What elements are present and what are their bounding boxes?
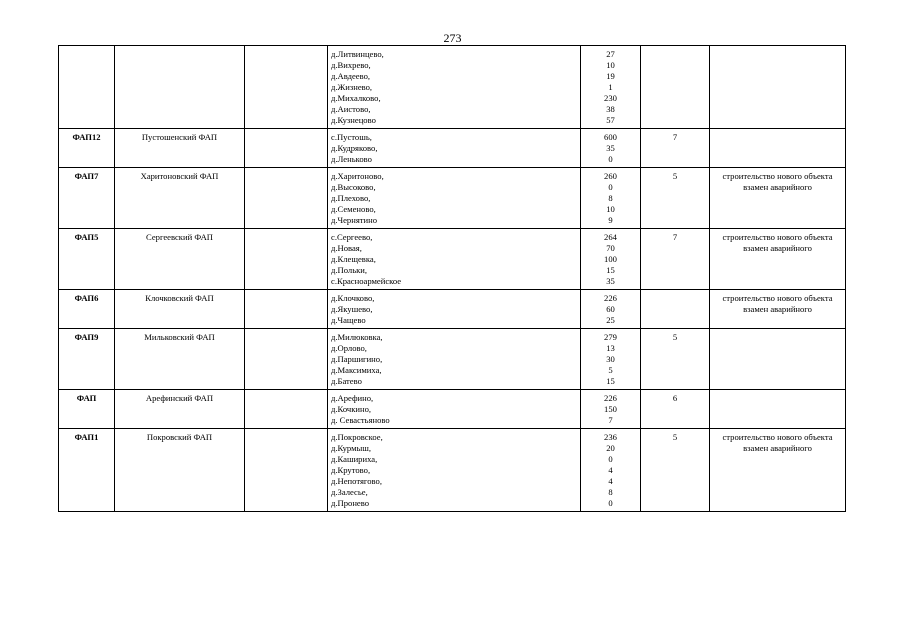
population-value: 5 [608,365,613,375]
facility-name-cell: Сергеевский ФАП [115,229,245,290]
facility-code-cell: ФАП12 [59,129,115,168]
population-value: 8 [608,487,613,497]
facility-name-cell: Пустошенский ФАП [115,129,245,168]
village-name: с.Пустошь, [331,132,372,142]
facility-code-cell: ФАП5 [59,229,115,290]
population-value: 27 [606,49,615,59]
note-cell [710,429,846,512]
population-value: 70 [606,243,615,253]
population-value: 236 [604,432,617,442]
facility-code-cell: ФАП [59,390,115,429]
population-value: 0 [608,182,613,192]
population-cell [581,129,641,168]
villages-cell [328,429,581,512]
village-name: д.Пронево [331,498,370,508]
village-name: д.Залесье, [331,487,368,497]
page-number: 273 [443,31,462,45]
villages-cell [328,229,581,290]
table-body [59,46,846,512]
village-name: с.Сергеево, [331,232,373,242]
village-name: д.Михалково, [331,93,381,103]
empty-cell [245,168,328,229]
population-cell [581,290,641,329]
note-cell [710,129,846,168]
population-value: 7 [608,415,613,425]
village-name: д.Крутово, [331,465,371,475]
population-cell [581,329,641,390]
villages-cell [328,390,581,429]
population-value: 0 [608,454,613,464]
facilities-table [58,45,846,512]
note-cell [710,229,846,290]
village-name: д.Максимиха, [331,365,382,375]
note-cell [710,168,846,229]
villages-cell [328,46,581,129]
population-value: 15 [606,376,615,386]
village-name: д.Арефино, [331,393,374,403]
note-cell [710,329,846,390]
facility-name-cell: Арефинский ФАП [115,390,245,429]
village-name: д.Аистово, [331,104,371,114]
facility-code-cell: ФАП6 [59,290,115,329]
village-name: д. Севастьяново [331,415,390,425]
village-name: д.Новая, [331,243,362,253]
note-text: строительство нового объекта взамен аварийного [722,432,833,453]
village-name: д.Курмыш, [331,443,372,453]
village-name: д.Польки, [331,265,368,275]
population-cell [581,168,641,229]
table-row [59,429,846,512]
population-value: 15 [606,265,615,275]
facility-code-cell [59,46,115,129]
village-name: д.Плехово, [331,193,371,203]
empty-cell [245,329,328,390]
village-name: д.Авдеево, [331,71,371,81]
population-value: 226 [604,393,617,403]
number-cell [641,46,710,129]
population-value: 4 [608,476,613,486]
village-name: д.Покровское, [331,432,383,442]
note-cell [710,46,846,129]
table-row [59,290,846,329]
empty-cell [245,429,328,512]
villages-cell [328,129,581,168]
number-cell: 5 [641,329,710,390]
number-cell: 5 [641,429,710,512]
number-cell [641,290,710,329]
population-value: 10 [606,204,615,214]
population-cell [581,390,641,429]
facility-code-cell: ФАП7 [59,168,115,229]
population-value: 13 [606,343,615,353]
village-name: д.Литвинцево, [331,49,384,59]
population-value: 0 [608,498,613,508]
empty-cell [245,229,328,290]
population-value: 600 [604,132,617,142]
empty-cell [245,390,328,429]
village-name: д.Орлово, [331,343,367,353]
table-row [59,390,846,429]
population-value: 60 [606,304,615,314]
village-name: д.Харитоново, [331,171,384,181]
population-value: 38 [606,104,615,114]
note-text: строительство нового объекта взамен аварийного [722,171,833,192]
village-name: д.Кудряково, [331,143,378,153]
population-value: 25 [606,315,615,325]
village-name: д.Семеново, [331,204,376,214]
population-value: 57 [606,115,615,125]
facility-name-cell: Мильковский ФАП [115,329,245,390]
village-name: д.Жизнево, [331,82,373,92]
population-value: 8 [608,193,613,203]
note-cell [710,290,846,329]
villages-cell [328,329,581,390]
villages-cell [328,290,581,329]
facility-code-cell: ФАП1 [59,429,115,512]
population-value: 35 [606,276,615,286]
village-name: д.Якушево, [331,304,373,314]
village-name: д.Кузнецово [331,115,376,125]
population-value: 9 [608,215,613,225]
population-cell [581,229,641,290]
number-cell: 6 [641,390,710,429]
village-name: д.Клочково, [331,293,375,303]
number-cell: 5 [641,168,710,229]
village-name: д.Клещевка, [331,254,376,264]
population-value: 4 [608,465,613,475]
village-name: д.Вихрево, [331,60,371,70]
villages-cell [328,168,581,229]
empty-cell [245,129,328,168]
facility-name-cell: Покровский ФАП [115,429,245,512]
population-value: 0 [608,154,613,164]
population-value: 35 [606,143,615,153]
village-name: д.Кочкино, [331,404,372,414]
number-cell: 7 [641,129,710,168]
facility-code-cell: ФАП9 [59,329,115,390]
population-value: 226 [604,293,617,303]
facility-name-cell: Харитоновский ФАП [115,168,245,229]
population-value: 279 [604,332,617,342]
village-name: д.Чернятино [331,215,378,225]
facility-name-cell [115,46,245,129]
population-cell [581,46,641,129]
village-name: д.Кашириха, [331,454,378,464]
village-name: д.Чащево [331,315,366,325]
population-value: 1 [608,82,613,92]
number-cell: 7 [641,229,710,290]
note-cell [710,390,846,429]
population-value: 10 [606,60,615,70]
table-row [59,129,846,168]
village-name: с.Красноармейское [331,276,402,286]
population-value: 30 [606,354,615,364]
village-name: д.Непотягово, [331,476,382,486]
table-row [59,229,846,290]
table-row [59,168,846,229]
empty-cell [245,290,328,329]
village-name: д.Леньково [331,154,372,164]
population-cell [581,429,641,512]
population-value: 150 [604,404,617,414]
population-value: 100 [604,254,617,264]
note-text: строительство нового объекта взамен аварийного [722,232,833,253]
table-row [59,329,846,390]
note-text: строительство нового объекта взамен аварийного [722,293,833,314]
village-name: д.Высоково, [331,182,376,192]
table-row [59,46,846,129]
population-value: 230 [604,93,617,103]
facility-name-cell: Клочковский ФАП [115,290,245,329]
population-value: 260 [604,171,617,181]
population-value: 20 [606,443,615,453]
population-value: 19 [606,71,615,81]
population-value: 264 [604,232,617,242]
village-name: д.Милюковка, [331,332,383,342]
village-name: д.Батево [331,376,362,386]
village-name: д.Паршигино, [331,354,383,364]
empty-cell [245,46,328,129]
